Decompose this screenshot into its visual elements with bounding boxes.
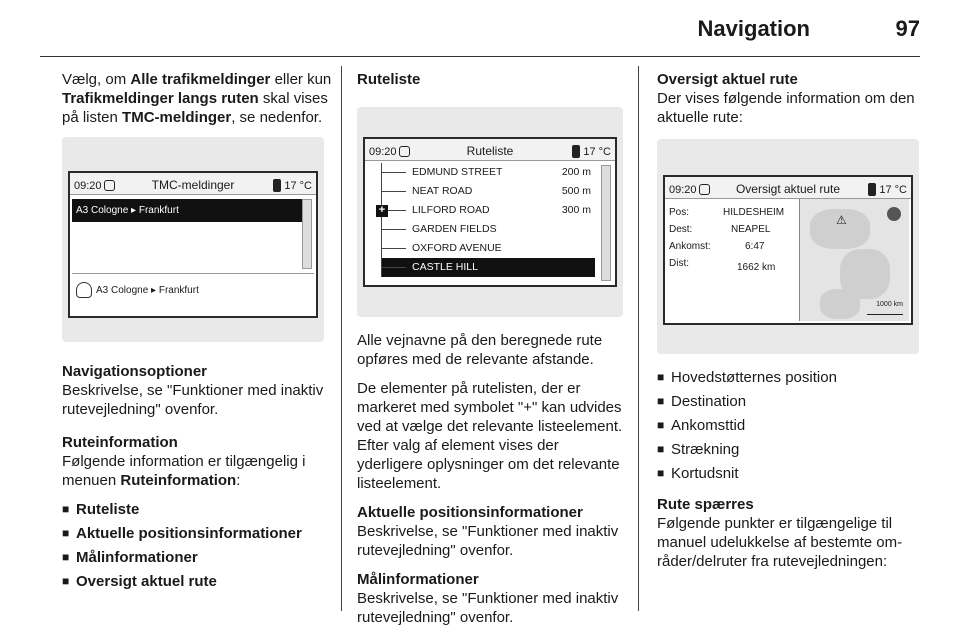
warning-icon: ⚠ bbox=[836, 213, 847, 227]
clock-time: 09:20 bbox=[369, 146, 397, 158]
screen-topbar bbox=[665, 177, 911, 199]
list-item: ■ Oversigt aktuel rute bbox=[62, 572, 332, 591]
selected-traffic-message[interactable]: A3 Cologne ▸ Frankfurt bbox=[72, 199, 302, 222]
page-title: Navigation bbox=[697, 16, 810, 41]
list-item: ■ Hovedstøtternes position bbox=[657, 368, 925, 387]
section-heading: Oversigt aktuel rute bbox=[657, 71, 798, 88]
header-rule bbox=[40, 56, 920, 57]
paragraph: De elementer på rutelisten, der er markeret med symbolet "+" kan udvides ved at vælge det relevante listeelement. Efter valg af element vises der yderligere oplysninger om det relevante listeelement. bbox=[357, 380, 623, 492]
thermometer-icon bbox=[572, 145, 580, 158]
temperature: 17 °C bbox=[284, 180, 312, 192]
section-heading: Rute spærres bbox=[657, 496, 754, 513]
list-item: ■ Aktuelle positionsinformationer bbox=[62, 524, 332, 543]
page-header bbox=[40, 16, 920, 50]
column-divider-2 bbox=[638, 66, 639, 611]
section-heading: Navigationsoptioner bbox=[62, 363, 208, 380]
traffic-message-item[interactable]: A3 Cologne ▸ Frankfurt bbox=[76, 281, 199, 300]
paragraph: Alle vejnavne på den beregnede rute opføres med de relevante afstande. bbox=[357, 332, 603, 368]
list-item: ■ Ruteliste bbox=[62, 500, 332, 519]
traffic-warning-icon bbox=[76, 282, 92, 298]
screen-title: Ruteliste bbox=[466, 144, 514, 158]
screen-title: Oversigt aktuel rute bbox=[735, 182, 841, 196]
option-route-traffic: Trafikmeldinger langs ruten bbox=[62, 90, 259, 107]
tmc-list-name: TMC-meldinger bbox=[122, 109, 232, 126]
intro-paragraph: Vælg, om Alle trafikmeldinger eller kun Trafikmeldinger langs ruten skal vises på listen TMC-meldinger, se nedenfor. bbox=[62, 71, 332, 126]
route-list-item[interactable]: EDMUND STREET 200 m bbox=[381, 163, 595, 182]
thermometer-icon bbox=[868, 183, 876, 196]
screen-topbar bbox=[70, 173, 316, 195]
option-all-traffic: Alle trafikmeldinger bbox=[130, 71, 271, 88]
pos-info-section: Aktuelle positionsinformationer Beskrivelse, se "Funktioner med inaktiv rutevejledning" ovenfor. bbox=[357, 503, 627, 560]
scrollbar[interactable] bbox=[601, 165, 611, 281]
arrival-value: 6:47 bbox=[745, 241, 765, 252]
scrollbar[interactable] bbox=[302, 199, 312, 269]
screen-title: TMC-meldinger bbox=[151, 178, 235, 192]
section-heading: Aktuelle positionsinformationer bbox=[357, 504, 583, 521]
temperature: 17 °C bbox=[583, 146, 611, 158]
route-info-section: Ruteinformation Følgende information er tilgængelig i menuen Ruteinformation: bbox=[62, 433, 332, 490]
route-map[interactable] bbox=[799, 199, 909, 321]
nav-options-section: Navigationsoptioner Beskrivelse, se "Funktioner med inaktiv rutevejledning" ovenfor. bbox=[62, 362, 332, 419]
thermometer-icon bbox=[273, 179, 281, 192]
route-list bbox=[375, 163, 595, 277]
list-item: ■ Ankomsttid bbox=[657, 416, 925, 435]
section-heading: Målinformationer bbox=[357, 571, 479, 588]
route-info-panel: Pos: HILDESHEIM Dest: NEAPEL Ankomst: 6:47 Dist: 1662 km bbox=[669, 203, 799, 271]
map-scale: 1000 km bbox=[867, 295, 903, 315]
route-info-list bbox=[62, 500, 332, 591]
column-3 bbox=[657, 70, 925, 581]
route-overview-screenshot bbox=[657, 139, 919, 354]
section-heading: Ruteinformation bbox=[62, 434, 178, 451]
section-heading: Ruteliste bbox=[357, 71, 421, 88]
route-list-item[interactable]: NEAT ROAD 500 m bbox=[381, 182, 595, 201]
temperature: 17 °C bbox=[879, 184, 907, 196]
overview-list bbox=[657, 368, 925, 483]
route-list-item[interactable]: + LILFORD ROAD 300 m bbox=[381, 201, 595, 220]
route-list-item[interactable]: OXFORD AVENUE bbox=[381, 239, 595, 258]
column-divider-1 bbox=[341, 66, 342, 611]
list-item: ■ Strækning bbox=[657, 440, 925, 459]
page-number: 97 bbox=[895, 16, 920, 41]
destination-value: NEAPEL bbox=[731, 224, 771, 235]
list-item: ■ Målinformationer bbox=[62, 548, 332, 567]
tmc-screenshot bbox=[62, 137, 324, 342]
clock-time: 09:20 bbox=[669, 184, 697, 196]
column-1 bbox=[62, 70, 332, 596]
route-list-item-selected[interactable]: CASTLE HILL bbox=[381, 258, 595, 277]
position-value: HILDESHEIM bbox=[723, 207, 785, 218]
column-2 bbox=[357, 70, 627, 637]
avoid-route-section: Rute spærres Følgende punkter er tilgængelige til manuel udelukkelse af bestemte områder/delruter fra rutevejledningen: bbox=[657, 495, 925, 571]
route-list-item[interactable]: GARDEN FIELDS bbox=[381, 220, 595, 239]
distance-value: 1662 km bbox=[737, 262, 776, 273]
screen-topbar bbox=[365, 139, 615, 161]
compass-icon bbox=[887, 207, 901, 221]
expand-plus-icon: + bbox=[376, 205, 388, 217]
clock-time: 09:20 bbox=[74, 180, 102, 192]
dest-info-section: Målinformationer Beskrivelse, se "Funktioner med inaktiv rutevejledning" ovenfor. bbox=[357, 570, 627, 627]
route-list-screenshot bbox=[357, 107, 623, 317]
list-item: ■ Destination bbox=[657, 392, 925, 411]
overview-section: Oversigt aktuel rute Der vises følgende information om den aktuelle rute: bbox=[657, 70, 925, 127]
list-item: ■ Kortudsnit bbox=[657, 464, 925, 483]
